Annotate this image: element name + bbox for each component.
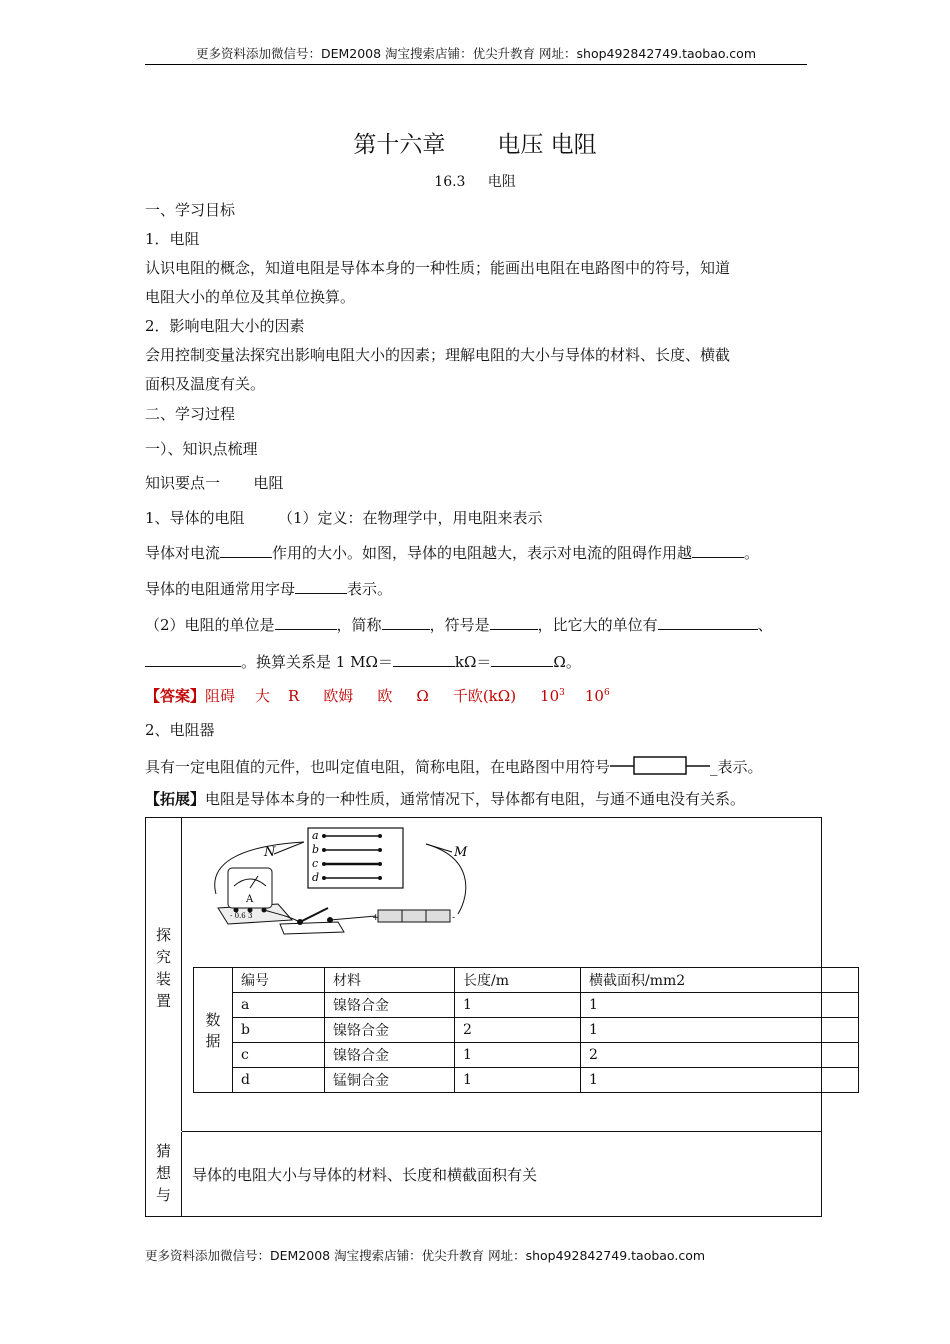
q-text: （2）电阻的单位是 [145, 616, 275, 634]
apparatus-label-cell [146, 818, 182, 1131]
point-name: 电阻 [253, 474, 284, 492]
point-label: 知识要点一 [145, 474, 221, 492]
answer-exponent: 3 [559, 688, 565, 698]
label-char: 据 [205, 1032, 221, 1050]
header-length: 长度/m [455, 968, 581, 993]
header-banner: 更多资料添加微信号：DEM2008 淘宝搜索店铺：优尖升教育 网址：shop492842749.taobao.com [195, 46, 757, 61]
q-text: kΩ＝ [454, 653, 492, 671]
answer: 10 [540, 687, 560, 705]
cell: 1 [581, 993, 859, 1018]
label-char: 探 [155, 926, 171, 944]
table-row [194, 1043, 859, 1068]
svg-text:+: + [372, 913, 380, 923]
switch-icon [280, 908, 344, 934]
cell: c [233, 1043, 325, 1068]
guess-text: 导体的电阻大小与导体的材料、长度和横截面积有关 [192, 1166, 538, 1184]
clip-m-label: M [454, 845, 468, 860]
extension-text: 电阻是导体本身的一种性质，通常情况下，导体都有电阻，与通不通电没有关系。 [205, 790, 746, 808]
svg-text:-: - [452, 913, 456, 923]
cell: 2 [455, 1018, 581, 1043]
section-title [0, 171, 950, 191]
data-table [193, 967, 859, 1093]
header-id: 编号 [233, 968, 325, 993]
answer-tag: 【答案】 [145, 687, 206, 705]
answer: 千欧(kΩ) [452, 687, 517, 705]
svg-text:c: c [312, 857, 319, 870]
answer: 阻碍 [205, 687, 236, 705]
answer: 10 [584, 687, 604, 705]
cell: 1 [455, 1068, 581, 1093]
circuit-apparatus-figure [208, 824, 478, 936]
goal-2-title: 2．影响电阻大小的因素 [145, 317, 305, 335]
resistor-text [145, 755, 763, 777]
fill-blank[interactable] [275, 615, 337, 630]
question-2-line-1 [145, 614, 773, 635]
q-text: ，简称 [336, 616, 382, 634]
table-row [194, 1018, 859, 1043]
q-text: 表示。 [347, 580, 393, 598]
question-1-line-1 [145, 507, 542, 528]
label-char: 与 [155, 1186, 171, 1204]
goal-2-text: 会用控制变量法探究出影响电阻大小的因素；理解电阻的大小与导体的材料、长度、横截 [145, 346, 731, 364]
cell: 镍铬合金 [325, 1018, 455, 1043]
table-row [194, 968, 859, 993]
ammeter-scale: - 0.6 3 [230, 912, 253, 920]
answer-line [145, 685, 610, 706]
label-char: 置 [155, 992, 171, 1010]
table-row [194, 993, 859, 1018]
experiment-table [145, 817, 822, 1217]
q-text: 导体对电流 [145, 544, 221, 562]
svg-text:b: b [312, 843, 320, 856]
question-1-definition: （1）定义：在物理学中，用电阻来表示 [277, 509, 543, 527]
resistor-heading: 2、电阻器 [145, 721, 215, 739]
footer-banner: 更多资料添加微信号：DEM2008 淘宝搜索店铺：优尖升教育 网址：shop492842749.taobao.com [145, 1248, 706, 1263]
answer: R [288, 687, 300, 705]
label-char: 究 [155, 948, 171, 966]
q-text: 作用的大小。如图，导体的电阻越大，表示对电流的阻碍作用越 [272, 544, 693, 562]
battery-icon [372, 910, 455, 923]
row-divider [182, 1131, 821, 1132]
clip-n-label: N [264, 845, 276, 860]
guess-label-cell [146, 1132, 182, 1216]
goals-heading: 一、学习目标 [145, 201, 236, 219]
data-label-cell [194, 968, 233, 1093]
goal-1-text: 认识电阻的概念，知道电阻是导体本身的一种性质；能画出电阻在电路图中的符号，知道 [145, 259, 731, 277]
label-char: 猜 [155, 1142, 171, 1160]
question-1-line-3 [145, 578, 392, 599]
question-1-title: 1、导体的电阻 [145, 509, 245, 527]
q-text: ，符号是 [429, 616, 490, 634]
fill-blank[interactable] [658, 615, 758, 630]
cell: 1 [455, 993, 581, 1018]
cell: 1 [581, 1068, 859, 1093]
answer: 欧姆 [323, 687, 354, 705]
fill-blank[interactable] [295, 579, 347, 594]
label-char: 想 [155, 1164, 171, 1182]
header-area: 横截面积/mm2 [581, 968, 859, 993]
chapter-number: 第十六章 [353, 132, 446, 158]
goal-1-text-cont: 电阻大小的单位及其单位换算。 [145, 288, 356, 306]
q-text: Ω。 [553, 653, 581, 671]
resistor-symbol-icon [610, 755, 710, 775]
ammeter-label: A [246, 894, 254, 905]
cell: 2 [581, 1043, 859, 1068]
knowledge-point-1 [145, 472, 283, 493]
fill-blank[interactable] [220, 543, 272, 558]
label-char: 数 [205, 1011, 221, 1029]
fill-blank[interactable] [490, 615, 538, 630]
goal-1-title: 1．电阻 [145, 230, 200, 248]
svg-text:a: a [312, 829, 319, 842]
fill-blank[interactable] [393, 652, 455, 667]
table-row [194, 1068, 859, 1093]
fill-blank[interactable] [491, 652, 553, 667]
chapter-name: 电压 电阻 [497, 132, 597, 158]
resistor-text-tail: _表示。 [710, 758, 763, 776]
q-text: ，比它大的单位有 [537, 616, 658, 634]
label-char: 装 [155, 970, 171, 988]
question-1-line-2 [145, 542, 759, 563]
header-rule [145, 64, 807, 65]
fill-blank[interactable] [382, 615, 430, 630]
answer-exponent: 6 [603, 688, 610, 698]
resistor-text-body: 具有一定电阻值的元件，也叫定值电阻，简称电阻，在电路图中用符号 [145, 758, 611, 776]
svg-text:d: d [312, 871, 320, 884]
extension-tag: 【拓展】 [145, 790, 206, 808]
cell: 1 [581, 1018, 859, 1043]
section-number: 16.3 [434, 174, 466, 190]
cell: a [233, 993, 325, 1018]
goal-2-text-cont: 面积及温度有关。 [145, 375, 266, 393]
q-text: 。 [744, 544, 760, 562]
process-heading: 二、学习过程 [145, 405, 236, 423]
question-2-line-2 [145, 651, 581, 672]
q-text: 、 [757, 616, 773, 634]
q-text: 导体的电阻通常用字母 [145, 580, 296, 598]
answer: 欧 [377, 687, 393, 705]
answer: 大 [255, 687, 271, 705]
fill-blank[interactable] [145, 652, 241, 667]
chapter-title [0, 126, 950, 159]
knowledge-heading: 一）、知识点梳理 [145, 440, 258, 458]
cell: d [233, 1068, 325, 1093]
cell: 锰铜合金 [325, 1068, 455, 1093]
ammeter-icon [218, 868, 292, 924]
cell: 镍铬合金 [325, 993, 455, 1018]
q-text: 。换算关系是 1 MΩ＝ [241, 653, 393, 671]
header-material: 材料 [325, 968, 455, 993]
fill-blank[interactable] [692, 543, 744, 558]
extension-line [145, 788, 745, 809]
cell: 1 [455, 1043, 581, 1068]
answer: Ω [416, 687, 429, 705]
section-name: 电阻 [487, 174, 516, 190]
cell: b [233, 1018, 325, 1043]
cell: 镍铬合金 [325, 1043, 455, 1068]
